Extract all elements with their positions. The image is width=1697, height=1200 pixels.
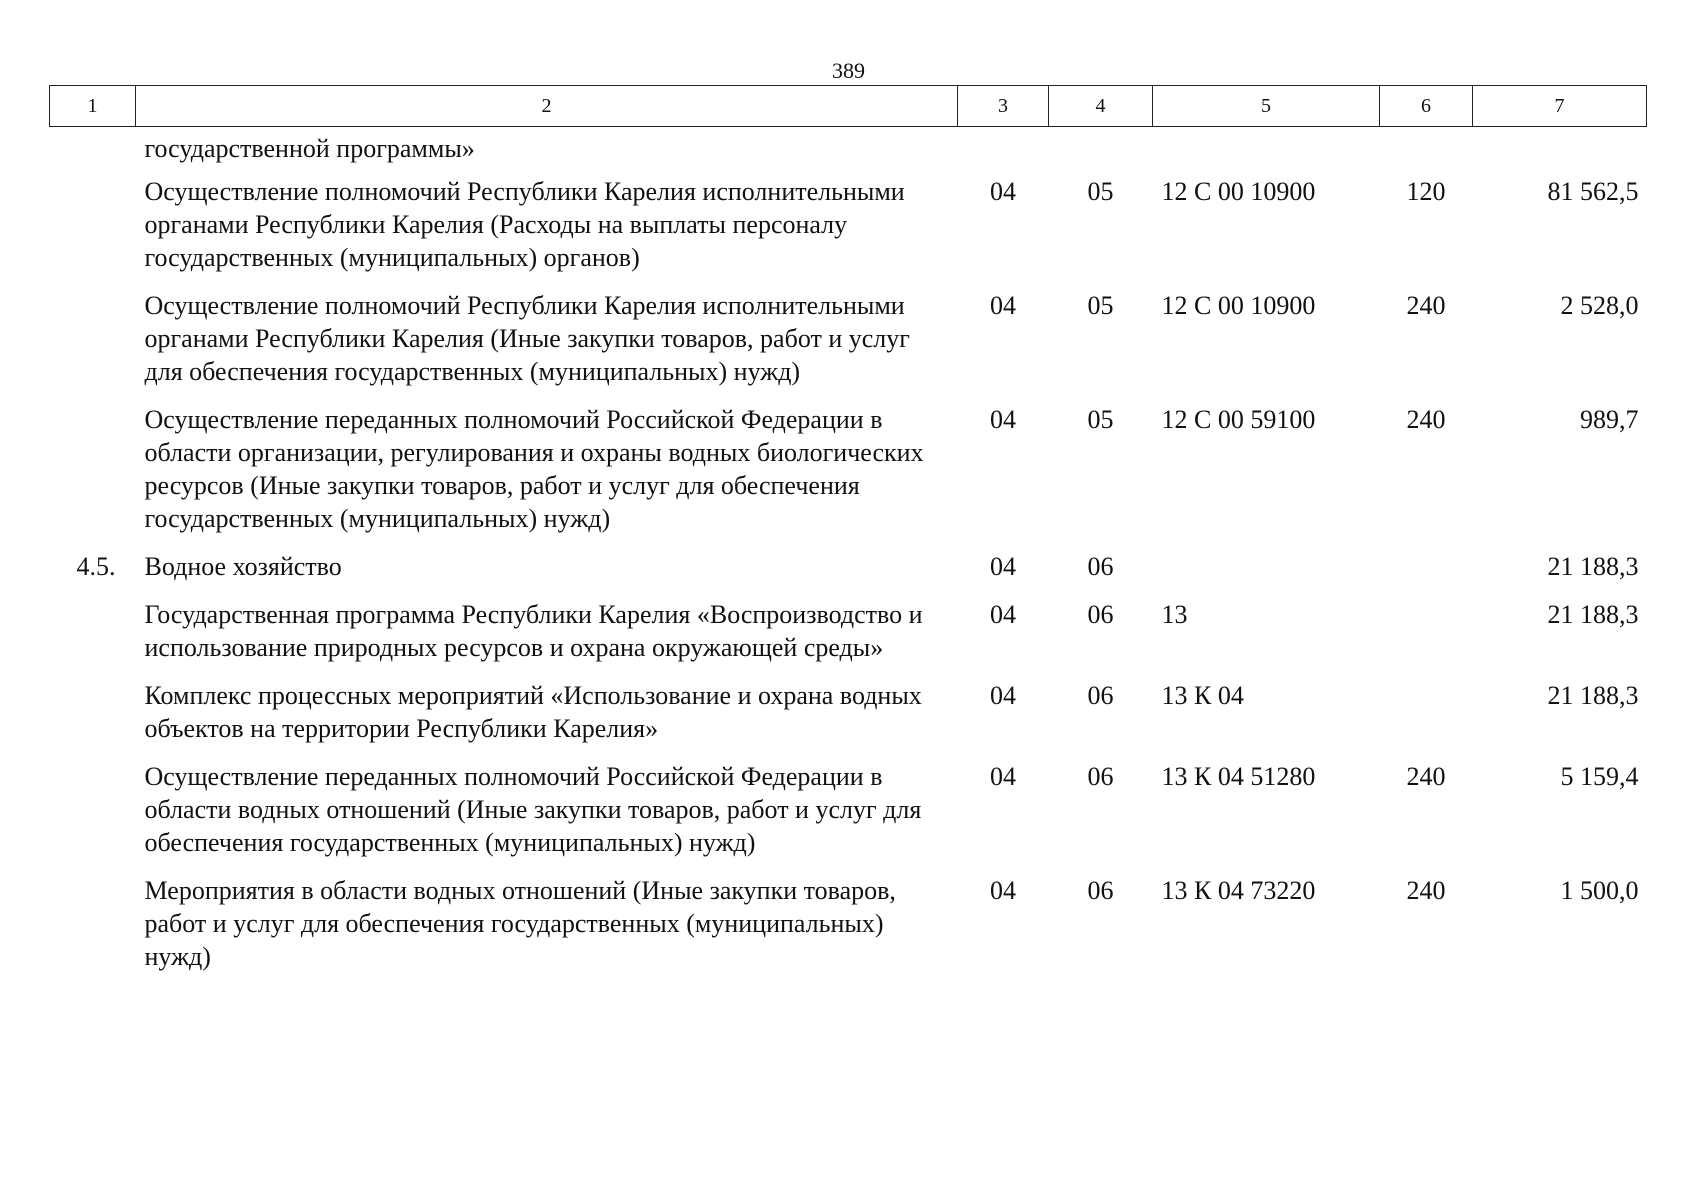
header-col-6: 6 xyxy=(1380,86,1473,127)
table-row xyxy=(50,760,1647,874)
table-row xyxy=(50,679,1647,760)
row-section: 04 xyxy=(990,291,1016,320)
row-amount: 81 562,5 xyxy=(1547,177,1639,206)
row-subsection: 06 xyxy=(1087,681,1114,710)
row-amount: 21 188,3 xyxy=(1547,552,1639,581)
row-section: 04 xyxy=(990,177,1016,206)
row-amount: 5 159,4 xyxy=(1560,762,1639,791)
row-target-article: 13 К 04 xyxy=(1161,681,1244,710)
row-subsection: 05 xyxy=(1087,405,1114,434)
row-name: Осуществление полномочий Республики Карелия исполнительными органами Республики Карелия (Расходы на выплаты персоналу государственных (муниципальных) органов) xyxy=(144,177,905,272)
row-amount: 21 188,3 xyxy=(1547,600,1639,629)
table-row xyxy=(50,403,1647,550)
row-subsection: 06 xyxy=(1087,876,1114,905)
header-col-7: 7 xyxy=(1473,86,1647,127)
row-subsection xyxy=(1049,127,1153,176)
row-target-article: 13 xyxy=(1161,600,1188,629)
row-name: Комплекс процессных мероприятий «Использование и охрана водных объектов на территории Республики Карелия» xyxy=(144,681,922,743)
row-expense-type xyxy=(1380,598,1473,679)
row-target-article: 12 С 00 10900 xyxy=(1161,177,1316,206)
row-section xyxy=(958,127,1049,176)
row-number xyxy=(50,403,136,550)
budget-table xyxy=(49,85,1647,988)
row-section: 04 xyxy=(990,405,1016,434)
row-target-article: 13 К 04 73220 xyxy=(1161,876,1316,905)
row-expense-type: 240 xyxy=(1406,405,1446,434)
row-target-article xyxy=(1153,550,1380,598)
row-expense-type: 240 xyxy=(1406,291,1446,320)
header-col-1: 1 xyxy=(50,86,136,127)
row-expense-type xyxy=(1380,550,1473,598)
row-name: Мероприятия в области водных отношений (Иные закупки товаров, работ и услуг для обеспечения государственных (муниципальных) нужд) xyxy=(144,876,896,971)
header-col-4: 4 xyxy=(1049,86,1153,127)
header-col-5: 5 xyxy=(1153,86,1380,127)
table-row xyxy=(50,127,1647,176)
row-name: Осуществление переданных полномочий Российской Федерации в области водных отношений (Иные закупки товаров, работ и услуг для обеспечения государственных (муниципальных) нужд) xyxy=(144,762,922,857)
page-number: 389 xyxy=(832,58,865,83)
row-number xyxy=(50,175,136,289)
row-target-article xyxy=(1153,127,1380,176)
row-subsection: 05 xyxy=(1087,177,1114,206)
row-amount: 21 188,3 xyxy=(1547,681,1639,710)
row-section: 04 xyxy=(990,876,1016,905)
row-subsection: 06 xyxy=(1087,552,1114,581)
row-expense-type xyxy=(1380,127,1473,176)
header-col-2: 2 xyxy=(136,86,958,127)
row-number xyxy=(50,598,136,679)
row-expense-type: 240 xyxy=(1406,876,1446,905)
header-col-3: 3 xyxy=(958,86,1049,127)
row-amount: 1 500,0 xyxy=(1560,876,1639,905)
row-number xyxy=(50,289,136,403)
row-name: Государственная программа Республики Карелия «Воспроизводство и использование природных ресурсов и охрана окружающей среды» xyxy=(144,600,923,662)
table-row xyxy=(50,289,1647,403)
row-name: государственной программы» xyxy=(144,134,475,163)
table-row xyxy=(50,550,1647,598)
row-subsection: 06 xyxy=(1087,600,1114,629)
row-expense-type xyxy=(1380,679,1473,760)
row-number xyxy=(50,874,136,988)
row-amount: 2 528,0 xyxy=(1560,291,1639,320)
row-expense-type: 240 xyxy=(1406,762,1446,791)
row-target-article: 12 С 00 10900 xyxy=(1161,291,1316,320)
row-number xyxy=(50,127,136,176)
table-row xyxy=(50,598,1647,679)
row-section: 04 xyxy=(990,552,1016,581)
row-number: 4.5. xyxy=(76,552,116,581)
row-subsection: 06 xyxy=(1087,762,1114,791)
row-section: 04 xyxy=(990,600,1016,629)
row-section: 04 xyxy=(990,762,1016,791)
row-number xyxy=(50,760,136,874)
row-amount xyxy=(1473,127,1647,176)
row-name: Осуществление полномочий Республики Карелия исполнительными органами Республики Карелия (Иные закупки товаров, работ и услуг для обеспечения государственных (муниципальных) нужд) xyxy=(144,291,910,386)
row-section: 04 xyxy=(990,681,1016,710)
row-name: Водное хозяйство xyxy=(144,552,342,581)
row-expense-type: 120 xyxy=(1406,177,1446,206)
row-target-article: 13 К 04 51280 xyxy=(1161,762,1316,791)
header-row xyxy=(50,86,1647,127)
table-row xyxy=(50,874,1647,988)
table-row xyxy=(50,175,1647,289)
row-subsection: 05 xyxy=(1087,291,1114,320)
row-number xyxy=(50,679,136,760)
row-name: Осуществление переданных полномочий Российской Федерации в области организации, регулирования и охраны водных биологических ресурсов (Иные закупки товаров, работ и услуг для обеспечения государственных (муниципальных) нужд) xyxy=(144,405,924,533)
row-amount: 989,7 xyxy=(1580,405,1639,434)
row-target-article: 12 С 00 59100 xyxy=(1161,405,1316,434)
